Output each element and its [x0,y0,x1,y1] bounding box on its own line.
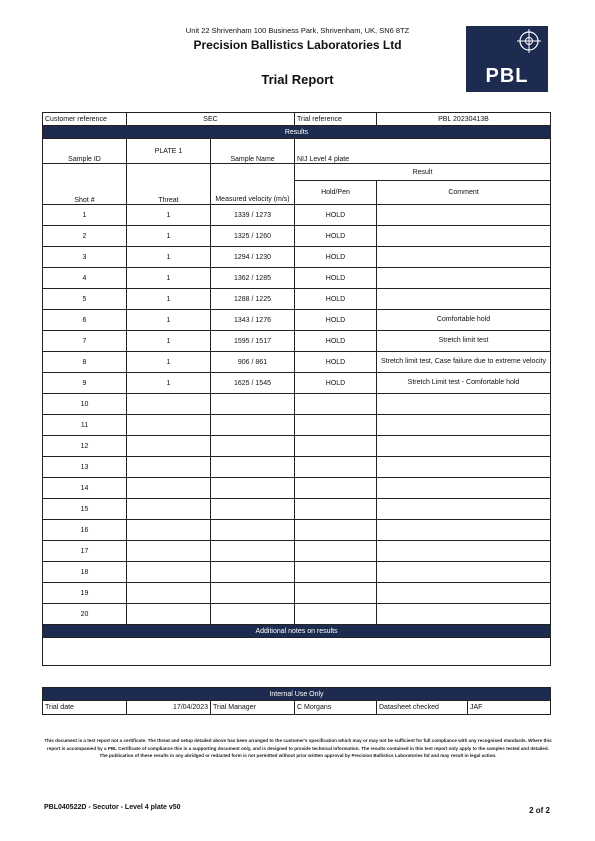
shot-number: 18 [43,562,127,583]
threat-cell: 1 [127,247,211,268]
hold-cell [295,478,377,499]
velocity-cell: 906 / 861 [211,352,295,373]
company-name: Precision Ballistics Laboratories Ltd [193,38,402,52]
shot-number: 17 [43,541,127,562]
comment-cell [377,247,551,268]
sample-id-value: PLATE 1 [127,139,211,164]
trial-date-label: Trial date [43,701,127,715]
report-title: Trial Report [261,72,334,87]
velocity-cell: 1625 / 1545 [211,373,295,394]
comment-cell: Comfortable hold [377,310,551,331]
results-header: Results [43,126,551,139]
hold-cell [295,415,377,436]
comment-cell [377,562,551,583]
table-row [43,310,551,331]
threat-cell [127,562,211,583]
customer-ref-value: SEC [127,113,295,126]
hold-cell: HOLD [295,289,377,310]
info-row [43,113,551,126]
table-row [43,436,551,457]
threat-cell [127,541,211,562]
hold-cell [295,520,377,541]
table-row [43,373,551,394]
shot-number: 12 [43,436,127,457]
hold-cell: HOLD [295,268,377,289]
customer-ref-label: Customer reference [43,113,127,126]
hold-cell [295,583,377,604]
trial-manager-value: C Morgans [295,701,377,715]
velocity-cell: 1325 / 1260 [211,226,295,247]
comment-cell [377,415,551,436]
threat-cell: 1 [127,331,211,352]
threat-cell: 1 [127,289,211,310]
threat-cell [127,457,211,478]
shot-number: 14 [43,478,127,499]
sample-row [43,139,551,164]
velocity-cell [211,436,295,457]
table-row [43,541,551,562]
comment-cell [377,226,551,247]
table-row [43,352,551,373]
hold-cell [295,562,377,583]
velocity-cell [211,583,295,604]
table-row [43,562,551,583]
document-reference: PBL040522D - Secutor - Level 4 plate v50 [44,804,181,811]
hold-cell [295,457,377,478]
shot-number: 9 [43,373,127,394]
velocity-cell [211,457,295,478]
velocity-cell: 1362 / 1285 [211,268,295,289]
lab-address: Unit 22 Shrivenham 100 Business Park, Shrivenham, UK, SN6 8TZ [185,26,410,35]
hold-cell: HOLD [295,373,377,394]
notes-header: Additional notes on results [43,625,551,638]
shot-number: 4 [43,268,127,289]
velocity-cell [211,541,295,562]
comment-cell [377,457,551,478]
shot-number: 16 [43,520,127,541]
col-velocity: Measured velocity (m/s) [211,164,295,205]
comment-cell [377,394,551,415]
threat-cell [127,499,211,520]
velocity-cell [211,394,295,415]
hold-cell: HOLD [295,310,377,331]
col-result: Result [295,164,551,181]
trial-manager-label: Trial Manager [211,701,295,715]
comment-cell: Stretch Limit test - Comfortable hold [377,373,551,394]
disclaimer: This document is a test report not a certificate. The threat and setup detailed above has been arranged to the customer's specification which may or may not be sufficient for full compliance with any recognised standards. Where this report is accompanied by a PBL Certificate of compliance this is a supporting document only, and is designed to provide technical information. The results contained in this test report only apply to the samples tested and detailed. The publication of these results in any abridged or redacted form is not permitted without prior written approval by Precision Ballistics Laboratories ltd and may result in legal action. [44,738,552,758]
velocity-cell: 1294 / 1230 [211,247,295,268]
shot-number: 13 [43,457,127,478]
velocity-cell: 1595 / 1517 [211,331,295,352]
threat-cell [127,415,211,436]
hold-cell: HOLD [295,205,377,226]
threat-cell [127,478,211,499]
table-row [43,604,551,625]
datasheet-checked-label: Datasheet checked [377,701,468,715]
shot-number: 20 [43,604,127,625]
comment-cell [377,520,551,541]
table-row [43,478,551,499]
table-row [43,415,551,436]
threat-cell: 1 [127,226,211,247]
threat-cell [127,604,211,625]
table-row [43,205,551,226]
velocity-cell [211,499,295,520]
logo-text: PBL [485,65,529,87]
threat-cell [127,436,211,457]
table-row [43,226,551,247]
shot-number: 2 [43,226,127,247]
page-number: 2 of 2 [529,806,550,815]
sample-name-label: Sample Name [211,139,295,164]
comment-cell [377,436,551,457]
hold-cell: HOLD [295,331,377,352]
threat-cell: 1 [127,268,211,289]
hold-cell [295,604,377,625]
table-row [43,331,551,352]
shot-number: 11 [43,415,127,436]
table-row [43,268,551,289]
threat-cell: 1 [127,205,211,226]
shot-number: 19 [43,583,127,604]
hold-cell: HOLD [295,247,377,268]
shot-number: 6 [43,310,127,331]
threat-cell: 1 [127,373,211,394]
table-row [43,520,551,541]
trial-date-value: 17/04/2023 [127,701,211,715]
comment-cell [377,583,551,604]
threat-cell: 1 [127,310,211,331]
sample-id-label: Sample ID [43,139,127,164]
datasheet-checked-value: JAF [468,701,551,715]
velocity-cell [211,604,295,625]
velocity-cell: 1343 / 1276 [211,310,295,331]
hold-cell: HOLD [295,226,377,247]
comment-cell: Stretch limit test [377,331,551,352]
table-row [43,583,551,604]
table-row [43,247,551,268]
threat-cell [127,394,211,415]
comment-cell [377,541,551,562]
internal-use-table [42,687,551,715]
trial-ref-value: PBL 20230413B [377,113,551,126]
internal-header: Internal Use Only [43,688,551,701]
velocity-cell [211,562,295,583]
threat-cell [127,583,211,604]
shot-number: 3 [43,247,127,268]
pbl-logo [466,26,548,92]
comment-cell [377,499,551,520]
comment-cell [377,268,551,289]
threat-cell: 1 [127,352,211,373]
hold-cell [295,541,377,562]
shot-number: 7 [43,331,127,352]
col-comment: Comment [377,181,551,205]
hold-cell: HOLD [295,352,377,373]
comment-cell [377,205,551,226]
velocity-cell: 1288 / 1225 [211,289,295,310]
table-row [43,457,551,478]
shot-number: 1 [43,205,127,226]
velocity-cell: 1339 / 1273 [211,205,295,226]
table-row [43,289,551,310]
col-hold: Hold/Pen [295,181,377,205]
comment-cell [377,289,551,310]
comment-cell: Stretch limit test, Case failure due to extreme velocity [377,352,551,373]
trial-ref-label: Trial reference [295,113,377,126]
comment-cell [377,604,551,625]
velocity-cell [211,520,295,541]
shot-number: 8 [43,352,127,373]
sample-name-value: NIJ Level 4 plate [295,139,551,164]
velocity-cell [211,478,295,499]
table-row [43,394,551,415]
velocity-cell [211,415,295,436]
hold-cell [295,499,377,520]
col-threat: Threat [127,164,211,205]
shot-number: 5 [43,289,127,310]
table-row [43,499,551,520]
comment-cell [377,478,551,499]
hold-cell [295,394,377,415]
shot-number: 15 [43,499,127,520]
shot-number: 10 [43,394,127,415]
hold-cell [295,436,377,457]
results-table [42,112,551,666]
notes-value [43,638,551,666]
threat-cell [127,520,211,541]
col-shot: Shot # [43,164,127,205]
